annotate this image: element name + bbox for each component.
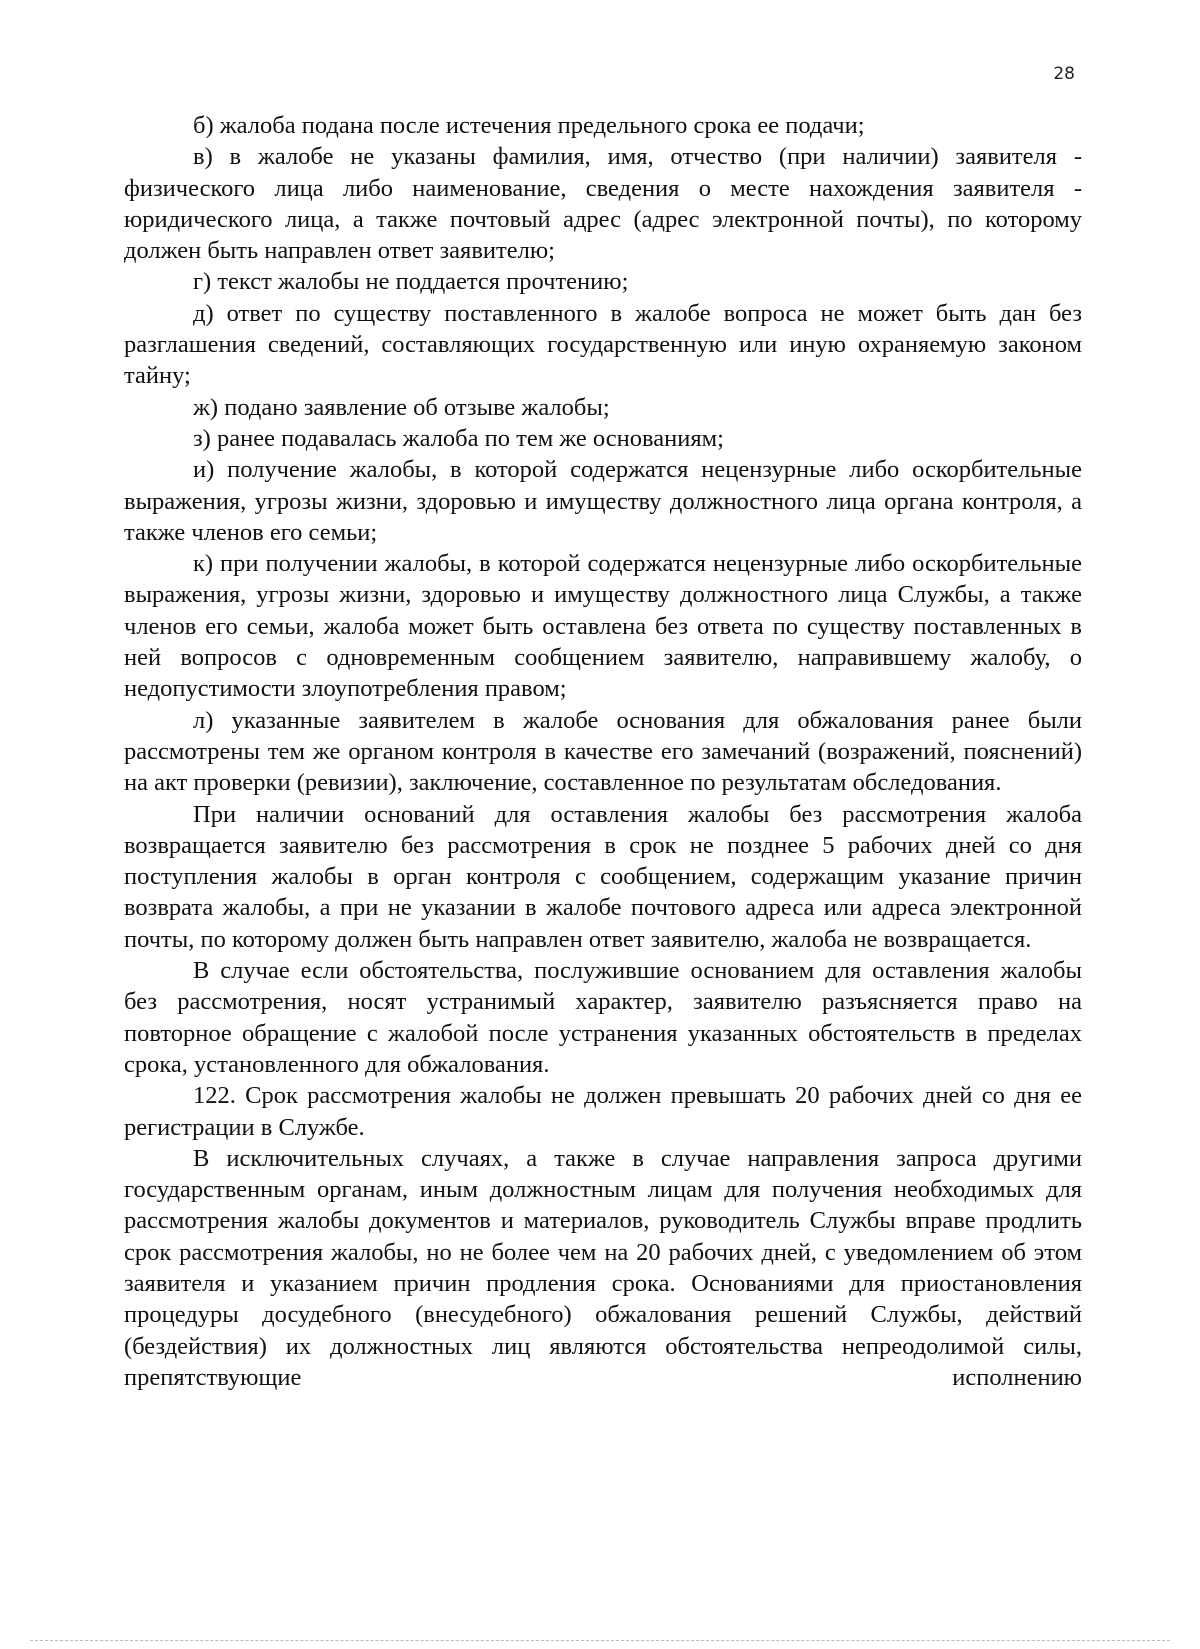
paragraph-item-g: г) текст жалобы не поддается прочтению;	[193, 268, 629, 296]
paragraph-review-term: 122. Срок рассмотрения жалобы не должен превышать 20 рабочих дней со дня ее регистрации в Службе.	[124, 1082, 1082, 1141]
paragraph-item-zh: ж) подано заявление об отзыве жалобы;	[193, 393, 610, 421]
paragraph-item-l: л) указанные заявителем в жалобе основания для обжалования ранее были рассмотрены тем же органом контроля в качестве его замечаний (возражений, пояснений) на акт проверки (ревизии), заключение, составленное по результатам обследования.	[124, 706, 1082, 797]
paragraph-item-d: д) ответ по существу поставленного в жалобе вопроса не может быть дан без разглашения сведений, составляющих государственную или иную охраняемую законом тайну;	[124, 299, 1082, 390]
paragraph-item-z: з) ранее подавалась жалоба по тем же основаниям;	[193, 424, 724, 452]
paragraph-item-v: в) в жалобе не указаны фамилия, имя, отчество (при наличии) заявителя - физического лица либо наименование, сведения о месте нахождения заявителя - юридического лица, а также почтовый адрес (адрес электронной почты), по которому должен быть направлен ответ заявителю;	[124, 143, 1082, 265]
paragraph-repeat-appeal: В случае если обстоятельства, послужившие основанием для оставления жалобы без рассмотрения, носят устранимый характер, заявителю разъясняется право на повторное обращение с жалобой после устранения указанных обстоятельств в пределах срока, установленного для обжалования.	[124, 957, 1082, 1078]
paragraph-item-b: б) жалоба подана после истечения предельного срока ее подачи;	[193, 112, 865, 139]
paragraph-item-k: к) при получении жалобы, в которой содержатся нецензурные либо оскорбительные выражения, угрозы жизни, здоровью и имуществу должностного лица Службы, а также членов его семьи, жалоба может быть оставлена без ответа по существу поставленных в ней вопросов с одновременным сообщением заявителю, направившему жалобу, о недопустимости злоупотребления правом;	[124, 550, 1082, 703]
page-number: 28	[1053, 64, 1075, 84]
scan-edge-divider	[30, 1640, 1170, 1642]
paragraph-return-complaint: При наличии оснований для оставления жалобы без рассмотрения жалоба возвращается заявителю без рассмотрения в срок не позднее 5 рабочих дней со дня поступления жалобы в орган контроля с сообщением, содержащим указание причин возврата жалобы, а при не указании в жалобе почтового адреса или адреса электронной почты, по которому должен быть направлен ответ заявителю, жалоба не возвращается.	[124, 800, 1082, 953]
paragraph-exceptional-cases: В исключительных случаях, а также в случае направления запроса другими государственным органам, иным должностным лицам для получения необходимых для рассмотрения жалобы документов и материалов, руководитель Службы вправе продлить срок рассмотрения жалобы, но не более чем на 20 рабочих дней, с уведомлением об этом заявителя и указанием причин продления срока. Основаниями для приостановления процедуры досудебного (внесудебного) обжалования решений Службы, действий (бездействия) их должностных лиц являются обстоятельства непреодолимой силы, препятствующие исполнению	[124, 1144, 1082, 1391]
paragraph-item-i: и) получение жалобы, в которой содержатся нецензурные либо оскорбительные выражения, угрозы жизни, здоровью и имуществу должностного лица органа контроля, а также членов его семьи;	[124, 456, 1082, 546]
document-body	[124, 110, 1082, 1393]
